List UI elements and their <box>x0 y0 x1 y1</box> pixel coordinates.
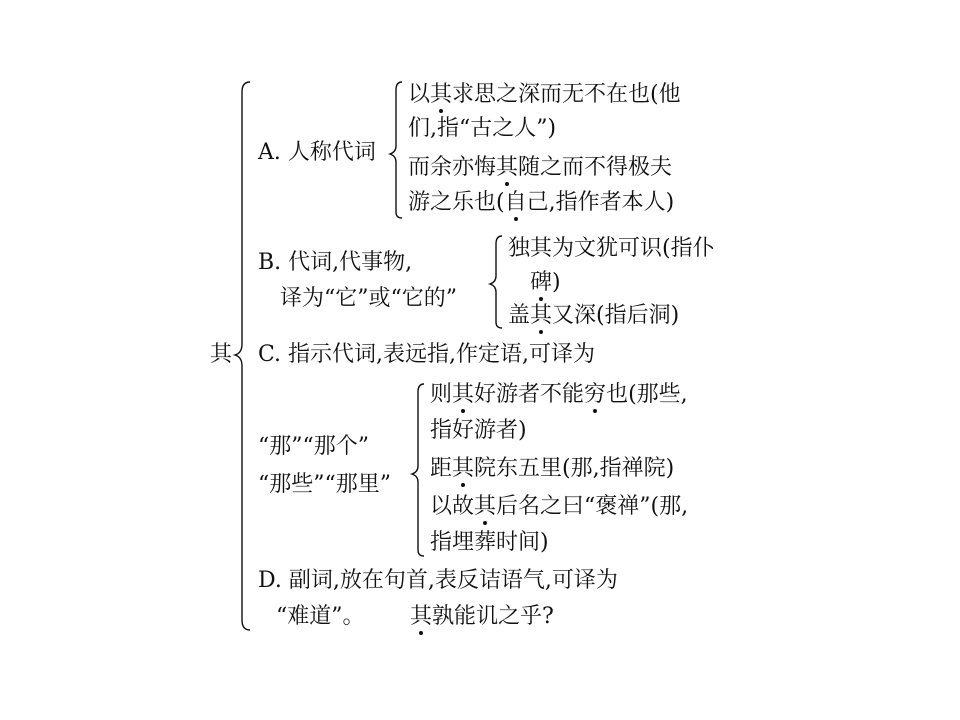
a-example-2-note: 游之乐也(自己,指作者本人) <box>408 190 675 215</box>
d-label-line-1: D. 副词,放在句首,表反诘语气,可译为 <box>258 568 618 593</box>
b-brace <box>490 236 502 328</box>
d-label-line-2: “难道”。 <box>276 604 365 629</box>
c-sub-label-2: “那些”“那里” <box>258 472 391 497</box>
root-char: 其 <box>210 342 233 367</box>
emphasis-dot: 其 <box>430 82 453 107</box>
emphasis-dot: 自 <box>504 190 527 215</box>
b-label-line-2: 译为“它”或“它的” <box>280 286 457 311</box>
emphasis-dot: 其 <box>496 155 519 180</box>
a-example-1: 以其求思之深而无不在也(他 <box>408 82 681 107</box>
emphasis-dot: 穷 <box>584 382 607 407</box>
c-example-1-note: 指好游者) <box>430 418 527 443</box>
c-example-3: 以故其后名之曰“褒禅”(那, <box>430 494 689 519</box>
c-example-3-note: 指埋葬时间) <box>430 530 549 555</box>
emphasis-dot: 碑 <box>530 270 553 295</box>
emphasis-dot: 其 <box>530 303 553 328</box>
a-brace <box>390 82 402 218</box>
b-example-2: 盖其又深(指后洞) <box>508 303 680 328</box>
emphasis-dot: 其 <box>452 456 475 481</box>
emphasis-dot: 其 <box>410 604 433 629</box>
a-example-1-note: 们,指“古之人”) <box>408 116 557 141</box>
a-example-2: 而余亦悔其随之而不得极夫 <box>408 155 673 180</box>
c-label: C. 指示代词,表远指,作定语,可译为 <box>258 342 596 367</box>
b-label-line-1: B. 代词,代事物, <box>258 250 413 275</box>
b-example-1-note: 碑) <box>530 270 561 295</box>
main-brace <box>235 82 250 630</box>
c-example-1: 则其好游者不能穷也(那些, <box>430 382 688 407</box>
d-example: 其孰能讥之乎? <box>410 604 554 629</box>
c-brace <box>412 384 424 556</box>
a-label: A. 人称代词 <box>258 140 376 165</box>
emphasis-dot: 其 <box>474 494 497 519</box>
c-example-2: 距其院东五里(那,指禅院) <box>430 456 675 481</box>
emphasis-dot: 其 <box>452 382 475 407</box>
c-sub-label-1: “那”“那个” <box>258 434 369 459</box>
b-example-1: 独其为文犹可识(指仆 <box>508 236 715 261</box>
